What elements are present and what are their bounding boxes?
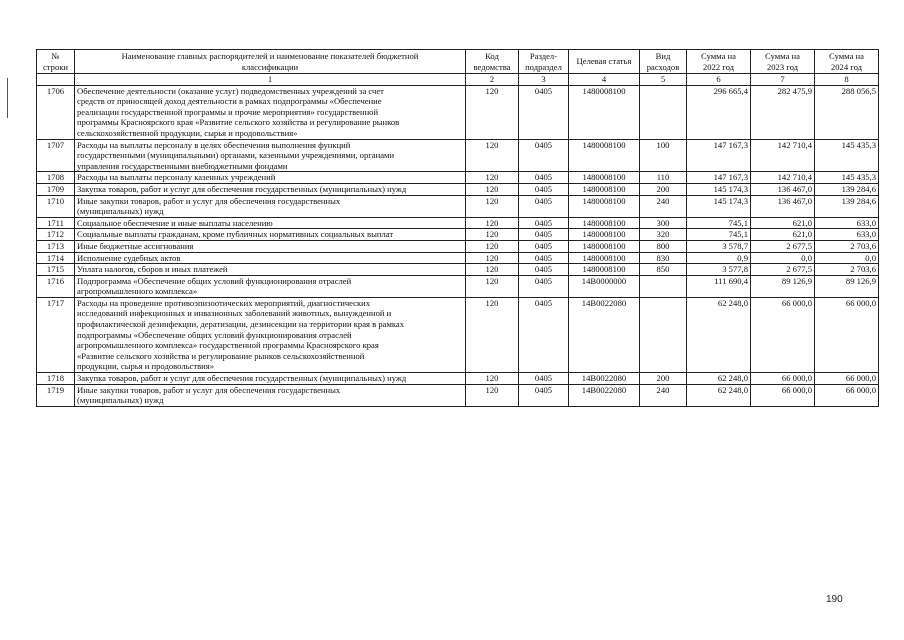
sum-2024: 0,0 xyxy=(815,252,879,264)
target-code: 1480008100 xyxy=(569,217,640,229)
target-code: 1480008100 xyxy=(569,172,640,184)
column-number-row xyxy=(37,74,879,86)
row-number: 1717 xyxy=(37,297,75,372)
sum-2023: 66 000,0 xyxy=(751,373,815,385)
expense-type-code: 300 xyxy=(640,217,687,229)
expense-type-code: 240 xyxy=(640,195,687,217)
column-number: 1 xyxy=(75,74,466,86)
table-row xyxy=(37,384,879,406)
sum-2022: 145 174,3 xyxy=(687,195,751,217)
sum-2023: 0,0 xyxy=(751,252,815,264)
row-name: Расходы на выплаты персоналу казенных учреждений xyxy=(75,172,466,184)
table-row xyxy=(37,252,879,264)
sum-2023: 2 677,5 xyxy=(751,264,815,276)
table-row xyxy=(37,297,879,372)
column-number: 4 xyxy=(569,74,640,86)
row-name: Обеспечение деятельности (оказание услуг) подведомственных учреждений за счет средств от приносящей доход деятельности в рамках подпрограммы «Обеспечение реализации государственной программы и прочие мероприятия» государственной программы Красноярского края «Развитие сельского хозяйства и регулирование рынков сельскохозяйственной продукции, сырья и продовольствия» xyxy=(75,85,466,139)
sum-2024: 89 126,9 xyxy=(815,275,879,297)
row-name: Иные закупки товаров, работ и услуг для обеспечения государственных (муниципальных) нужд xyxy=(75,195,466,217)
row-name: Социальное обеспечение и иные выплаты населению xyxy=(75,217,466,229)
sum-2023: 89 126,9 xyxy=(751,275,815,297)
sum-2024: 66 000,0 xyxy=(815,373,879,385)
row-number: 1711 xyxy=(37,217,75,229)
row-number: 1714 xyxy=(37,252,75,264)
target-code: 1480008100 xyxy=(569,195,640,217)
table-row xyxy=(37,264,879,276)
expense-type-code: 320 xyxy=(640,229,687,241)
row-name: Закупка товаров, работ и услуг для обеспечения государственных (муниципальных) нужд xyxy=(75,373,466,385)
section-code: 0405 xyxy=(519,252,569,264)
dept-code: 120 xyxy=(466,252,519,264)
dept-code: 120 xyxy=(466,240,519,252)
row-number: 1716 xyxy=(37,275,75,297)
table-row xyxy=(37,172,879,184)
sum-2022: 0,9 xyxy=(687,252,751,264)
sum-2022: 145 174,3 xyxy=(687,183,751,195)
target-code: 14В0022080 xyxy=(569,373,640,385)
dept-code: 120 xyxy=(466,373,519,385)
expense-type-code xyxy=(640,85,687,139)
expense-type-code xyxy=(640,297,687,372)
sum-2024: 288 056,5 xyxy=(815,85,879,139)
section-code: 0405 xyxy=(519,240,569,252)
section-code: 0405 xyxy=(519,172,569,184)
section-code: 0405 xyxy=(519,297,569,372)
section-code: 0405 xyxy=(519,217,569,229)
column-number: 7 xyxy=(751,74,815,86)
sum-2024: 145 435,3 xyxy=(815,139,879,172)
dept-code: 120 xyxy=(466,229,519,241)
expense-type-code xyxy=(640,275,687,297)
row-number: 1715 xyxy=(37,264,75,276)
sum-2022: 3 577,8 xyxy=(687,264,751,276)
row-name: Расходы на выплаты персоналу в целях обеспечения выполнения функций государственными (муниципальными) органами, казенными учреждениями, органами управления государственными внебюджетными фондами xyxy=(75,139,466,172)
expense-type-code: 200 xyxy=(640,183,687,195)
sum-2024: 2 703,6 xyxy=(815,264,879,276)
sum-2024: 145 435,3 xyxy=(815,172,879,184)
dept-code: 120 xyxy=(466,297,519,372)
sum-2022: 3 578,7 xyxy=(687,240,751,252)
sum-2022: 147 167,3 xyxy=(687,172,751,184)
column-number: 3 xyxy=(519,74,569,86)
sum-2023: 66 000,0 xyxy=(751,384,815,406)
target-code: 14В0022080 xyxy=(569,384,640,406)
row-number: 1708 xyxy=(37,172,75,184)
sum-2022: 147 167,3 xyxy=(687,139,751,172)
header-sum-2022: Сумма на 2022 год xyxy=(687,50,751,74)
sum-2024: 139 284,6 xyxy=(815,183,879,195)
section-code: 0405 xyxy=(519,195,569,217)
target-code: 1480008100 xyxy=(569,252,640,264)
sum-2022: 62 248,0 xyxy=(687,297,751,372)
dept-code: 120 xyxy=(466,139,519,172)
page-number: 190 xyxy=(826,594,843,605)
sum-2022: 62 248,0 xyxy=(687,384,751,406)
expense-type-code: 850 xyxy=(640,264,687,276)
sum-2022: 62 248,0 xyxy=(687,373,751,385)
row-number: 1706 xyxy=(37,85,75,139)
budget-table xyxy=(36,49,879,407)
row-name: Социальные выплаты гражданам, кроме публичных нормативных социальных выплат xyxy=(75,229,466,241)
sum-2023: 282 475,9 xyxy=(751,85,815,139)
row-number: 1713 xyxy=(37,240,75,252)
dept-code: 120 xyxy=(466,264,519,276)
table-row xyxy=(37,183,879,195)
header-expense-type: Вид расходов xyxy=(640,50,687,74)
column-number: 5 xyxy=(640,74,687,86)
row-number: 1718 xyxy=(37,373,75,385)
sum-2023: 621,0 xyxy=(751,229,815,241)
target-code: 1480008100 xyxy=(569,139,640,172)
column-number: 2 xyxy=(466,74,519,86)
target-code: 1480008100 xyxy=(569,264,640,276)
section-code: 0405 xyxy=(519,264,569,276)
header-section: Раздел- подраздел xyxy=(519,50,569,74)
expense-type-code: 110 xyxy=(640,172,687,184)
section-code: 0405 xyxy=(519,275,569,297)
sum-2024: 2 703,6 xyxy=(815,240,879,252)
row-name: Подпрограмма «Обеспечение общих условий функционирования отраслей агропромышленного комплекса» xyxy=(75,275,466,297)
sum-2023: 136 467,0 xyxy=(751,183,815,195)
table-row xyxy=(37,195,879,217)
row-name: Уплата налогов, сборов и иных платежей xyxy=(75,264,466,276)
sum-2023: 621,0 xyxy=(751,217,815,229)
target-code: 1480008100 xyxy=(569,183,640,195)
row-name: Закупка товаров, работ и услуг для обеспечения государственных (муниципальных) нужд xyxy=(75,183,466,195)
header-row-number: № строки xyxy=(37,50,75,74)
column-number: 8 xyxy=(815,74,879,86)
sum-2024: 633,0 xyxy=(815,217,879,229)
sum-2024: 633,0 xyxy=(815,229,879,241)
sum-2024: 66 000,0 xyxy=(815,297,879,372)
column-number xyxy=(37,74,75,86)
table-header-row xyxy=(37,50,879,74)
expense-type-code: 830 xyxy=(640,252,687,264)
table-row xyxy=(37,275,879,297)
sum-2022: 745,1 xyxy=(687,217,751,229)
expense-type-code: 800 xyxy=(640,240,687,252)
sum-2022: 745,1 xyxy=(687,229,751,241)
dept-code: 120 xyxy=(466,275,519,297)
sum-2023: 2 677,5 xyxy=(751,240,815,252)
table-row xyxy=(37,139,879,172)
section-code: 0405 xyxy=(519,384,569,406)
table-row xyxy=(37,240,879,252)
target-code: 14В0000000 xyxy=(569,275,640,297)
sum-2024: 139 284,6 xyxy=(815,195,879,217)
dept-code: 120 xyxy=(466,172,519,184)
column-number: 6 xyxy=(687,74,751,86)
row-name: Расходы на проведение противоэпизоотических мероприятий, диагностических исследований инфекционных и инвазионных заболеваний животных, вынужденной и профилактической дезинфекции, дератизации, дезинсекции на территории края в рамках подпрограммы «Обеспечение общих условий функционирования отраслей агропромышленного комплекса» государственной программы Красноярского края «Развитие сельского хозяйства и регулирование рынков сельскохозяйственной продукции, сырья и продовольствия» xyxy=(75,297,466,372)
sum-2022: 296 665,4 xyxy=(687,85,751,139)
header-sum-2023: Сумма на 2023 год xyxy=(751,50,815,74)
section-code: 0405 xyxy=(519,373,569,385)
row-number: 1710 xyxy=(37,195,75,217)
header-name: Наименование главных распорядителей и наименование показателей бюджетной классификации xyxy=(75,50,466,74)
sum-2023: 136 467,0 xyxy=(751,195,815,217)
sum-2023: 142 710,4 xyxy=(751,172,815,184)
row-name: Иные закупки товаров, работ и услуг для обеспечения государственных (муниципальных) нужд xyxy=(75,384,466,406)
row-number: 1712 xyxy=(37,229,75,241)
target-code: 1480008100 xyxy=(569,240,640,252)
section-code: 0405 xyxy=(519,229,569,241)
table-row xyxy=(37,373,879,385)
section-code: 0405 xyxy=(519,183,569,195)
dept-code: 120 xyxy=(466,85,519,139)
sum-2023: 66 000,0 xyxy=(751,297,815,372)
sum-2023: 142 710,4 xyxy=(751,139,815,172)
row-number: 1719 xyxy=(37,384,75,406)
header-dept-code: Код ведомства xyxy=(466,50,519,74)
target-code: 1480008100 xyxy=(569,85,640,139)
binder-mark xyxy=(7,78,8,118)
dept-code: 120 xyxy=(466,195,519,217)
expense-type-code: 240 xyxy=(640,384,687,406)
row-number: 1709 xyxy=(37,183,75,195)
row-name: Исполнение судебных актов xyxy=(75,252,466,264)
header-target: Целевая статья xyxy=(569,50,640,74)
expense-type-code: 200 xyxy=(640,373,687,385)
row-name: Иные бюджетные ассигнования xyxy=(75,240,466,252)
dept-code: 120 xyxy=(466,183,519,195)
table-row xyxy=(37,229,879,241)
target-code: 1480008100 xyxy=(569,229,640,241)
sum-2024: 66 000,0 xyxy=(815,384,879,406)
sum-2022: 111 690,4 xyxy=(687,275,751,297)
section-code: 0405 xyxy=(519,139,569,172)
dept-code: 120 xyxy=(466,384,519,406)
expense-type-code: 100 xyxy=(640,139,687,172)
row-number: 1707 xyxy=(37,139,75,172)
table-row xyxy=(37,217,879,229)
dept-code: 120 xyxy=(466,217,519,229)
target-code: 14В0022080 xyxy=(569,297,640,372)
section-code: 0405 xyxy=(519,85,569,139)
header-sum-2024: Сумма на 2024 год xyxy=(815,50,879,74)
table-row xyxy=(37,85,879,139)
